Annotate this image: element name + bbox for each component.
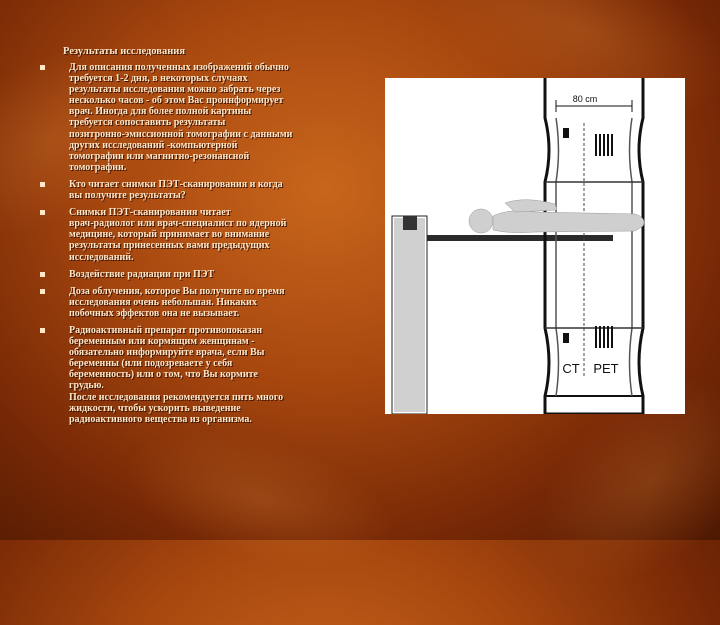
bullet-text-line: Доза облучения, которое Вы получите во время bbox=[69, 285, 285, 297]
bullet-text-line: томографии. bbox=[69, 161, 127, 173]
bullet-text-line: исследования очень небольшая. Никаких bbox=[69, 296, 257, 308]
ct-label: CT bbox=[562, 361, 580, 376]
patient-table bbox=[427, 235, 613, 241]
bullet-text-line: медицине, который принимает во внимание bbox=[69, 229, 270, 241]
bullet-text-line: побочных эффектов она не вызывает. bbox=[69, 307, 240, 319]
bullet-square-icon bbox=[40, 210, 45, 215]
bullet-text-line: беременны (или подозреваете у себя bbox=[69, 358, 233, 370]
bullet-square-icon bbox=[40, 328, 45, 333]
bullet-text-line: Кто читает снимки ПЭТ-сканирования и когда bbox=[69, 178, 283, 190]
background-swirl bbox=[109, 406, 411, 594]
bullet-text-line: Для описания полученных изображений обычно bbox=[69, 62, 289, 73]
dimension-label: 80 cm bbox=[572, 94, 598, 104]
bullet-square-icon bbox=[40, 182, 45, 187]
bullet-square-icon bbox=[40, 289, 45, 294]
pet-label: PET bbox=[593, 361, 619, 376]
bullet-text-line: позитронно-эмиссионной томографии с данными bbox=[69, 128, 293, 140]
bullet-text-line: вы получите результаты? bbox=[69, 190, 186, 202]
bullet-square-icon bbox=[40, 272, 45, 277]
bullet-list bbox=[40, 62, 340, 431]
bullet-item bbox=[40, 325, 340, 425]
bullet-item bbox=[40, 62, 340, 173]
bullet-text-line: несколько часов - об этом Вас проинформирует bbox=[69, 95, 284, 107]
bullet-text-line: результаты исследования можно забрать через bbox=[69, 84, 281, 96]
bullet-text-line: После исследования рекомендуется пить много bbox=[69, 391, 284, 403]
bullet-item bbox=[40, 269, 340, 280]
bullet-text-line: Воздействие радиации при ПЭТ bbox=[69, 268, 215, 280]
bullet-text-line: требуется сопоставить результаты bbox=[69, 117, 226, 129]
slide-heading: Результаты исследования bbox=[63, 46, 185, 57]
bullet-item bbox=[40, 286, 340, 319]
bullet-text-line: других исследований -компьютерной bbox=[69, 139, 238, 151]
pet-detector-bottom bbox=[595, 326, 613, 348]
bullet-text-line: требуется 1-2 дня, в некоторых случаях bbox=[69, 73, 248, 85]
bullet-text-line: результаты принесенных вами предыдущих bbox=[69, 240, 270, 252]
bullet-text-line: врач-радиолог или врач-специалист по ядерной bbox=[69, 218, 287, 230]
bullet-item bbox=[40, 207, 340, 262]
support-handle bbox=[403, 216, 417, 230]
bullet-text-line: исследований. bbox=[69, 251, 134, 263]
bullet-text-line: врач. Иногда для более полной картины bbox=[69, 106, 252, 118]
bullet-text-line: беременность) или о том, что Вы кормите bbox=[69, 369, 258, 381]
bullet-text-line: грудью. bbox=[69, 380, 104, 392]
bullet-text-line: обязательно информируйте врача, если Вы bbox=[69, 347, 265, 359]
bullet-text-line: жидкости, чтобы ускорить выведение bbox=[69, 402, 241, 414]
pet-ct-scanner-diagram bbox=[385, 78, 685, 414]
scanner-illustration bbox=[385, 78, 685, 414]
pet-detector-top bbox=[595, 134, 613, 156]
bullet-text-line: томографии или магнитно-резонансной bbox=[69, 150, 250, 162]
bullet-text-line: Снимки ПЭТ-сканирования читает bbox=[69, 207, 231, 219]
bullet-text-line: Радиоактивный препарат противопоказан bbox=[69, 324, 263, 336]
bullet-square-icon bbox=[40, 65, 45, 70]
bullet-text-line: радиоактивного вещества из организма. bbox=[69, 413, 252, 425]
bullet-text-line: беременным или кормящим женщинам - bbox=[69, 336, 255, 348]
bullet-item bbox=[40, 179, 340, 201]
